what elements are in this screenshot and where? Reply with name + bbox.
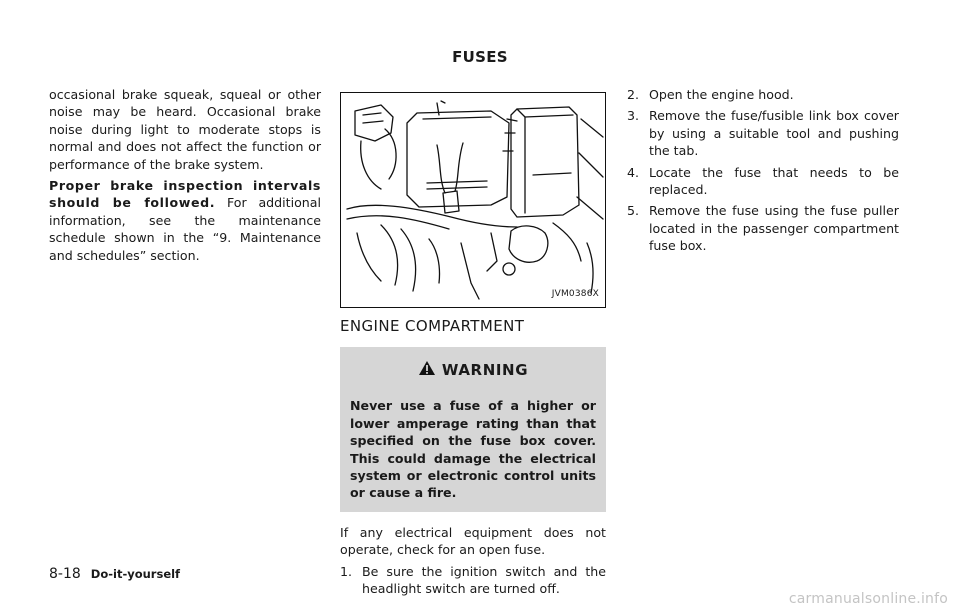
page-number: 8-18	[49, 566, 81, 582]
engine-compartment-figure	[340, 92, 606, 308]
warning-box	[340, 347, 606, 511]
engine-compartment-illustration	[341, 93, 605, 307]
list-item: 5. Remove the fuse using the fuse puller located in the passenger compartment fuse box.	[627, 203, 899, 254]
steps-list-right	[627, 86, 899, 255]
open-fuse-intro: If any electrical equipment does not operate, check for an open fuse.	[340, 524, 606, 558]
right-column	[627, 86, 899, 259]
middle-column	[340, 92, 606, 601]
warning-heading	[350, 357, 596, 383]
list-item: 4. Locate the fuse that needs to be replaced.	[627, 164, 899, 198]
brake-inspection-lead: Proper brake inspection intervals should be followed.	[49, 178, 321, 211]
list-item: 2. Open the engine hood.	[627, 87, 794, 102]
warning-body: Never use a fuse of a higher or lower amperage rating than that specified on the fuse box cover. This could damage the electrical system or electronic control units or cause a fire.	[350, 398, 596, 501]
engine-compartment-heading: ENGINE COMPARTMENT	[340, 317, 525, 335]
left-column	[49, 86, 321, 268]
list-item: 3. Remove the fuse/fusible link box cover by using a suitable tool and pushing the tab.	[627, 108, 899, 159]
warning-heading-text: WARNING	[441, 360, 529, 379]
footer-section-name: Do-it-yourself	[90, 567, 181, 581]
warning-triangle-icon	[418, 360, 436, 380]
steps-list-middle	[340, 563, 606, 598]
page-footer	[49, 566, 180, 582]
brake-inspection-paragraph	[49, 177, 321, 264]
brake-noise-paragraph: occasional brake squeak, squeal or other noise may be heard. Occasional brake noise during light to moderate stops is normal and does not affect the function or performance of the brake system.	[49, 87, 321, 172]
list-item: 1. Be sure the ignition switch and the headlight switch are turned off.	[340, 563, 606, 597]
figure-id-label: JVM0386X	[551, 288, 599, 299]
brake-inspection-rest: For additional information, see the maintenance schedule shown in the “9. Maintenance and schedules” section.	[49, 195, 322, 263]
watermark: carmanualsonline.info	[788, 591, 948, 607]
page-header-title: FUSES	[452, 48, 508, 66]
